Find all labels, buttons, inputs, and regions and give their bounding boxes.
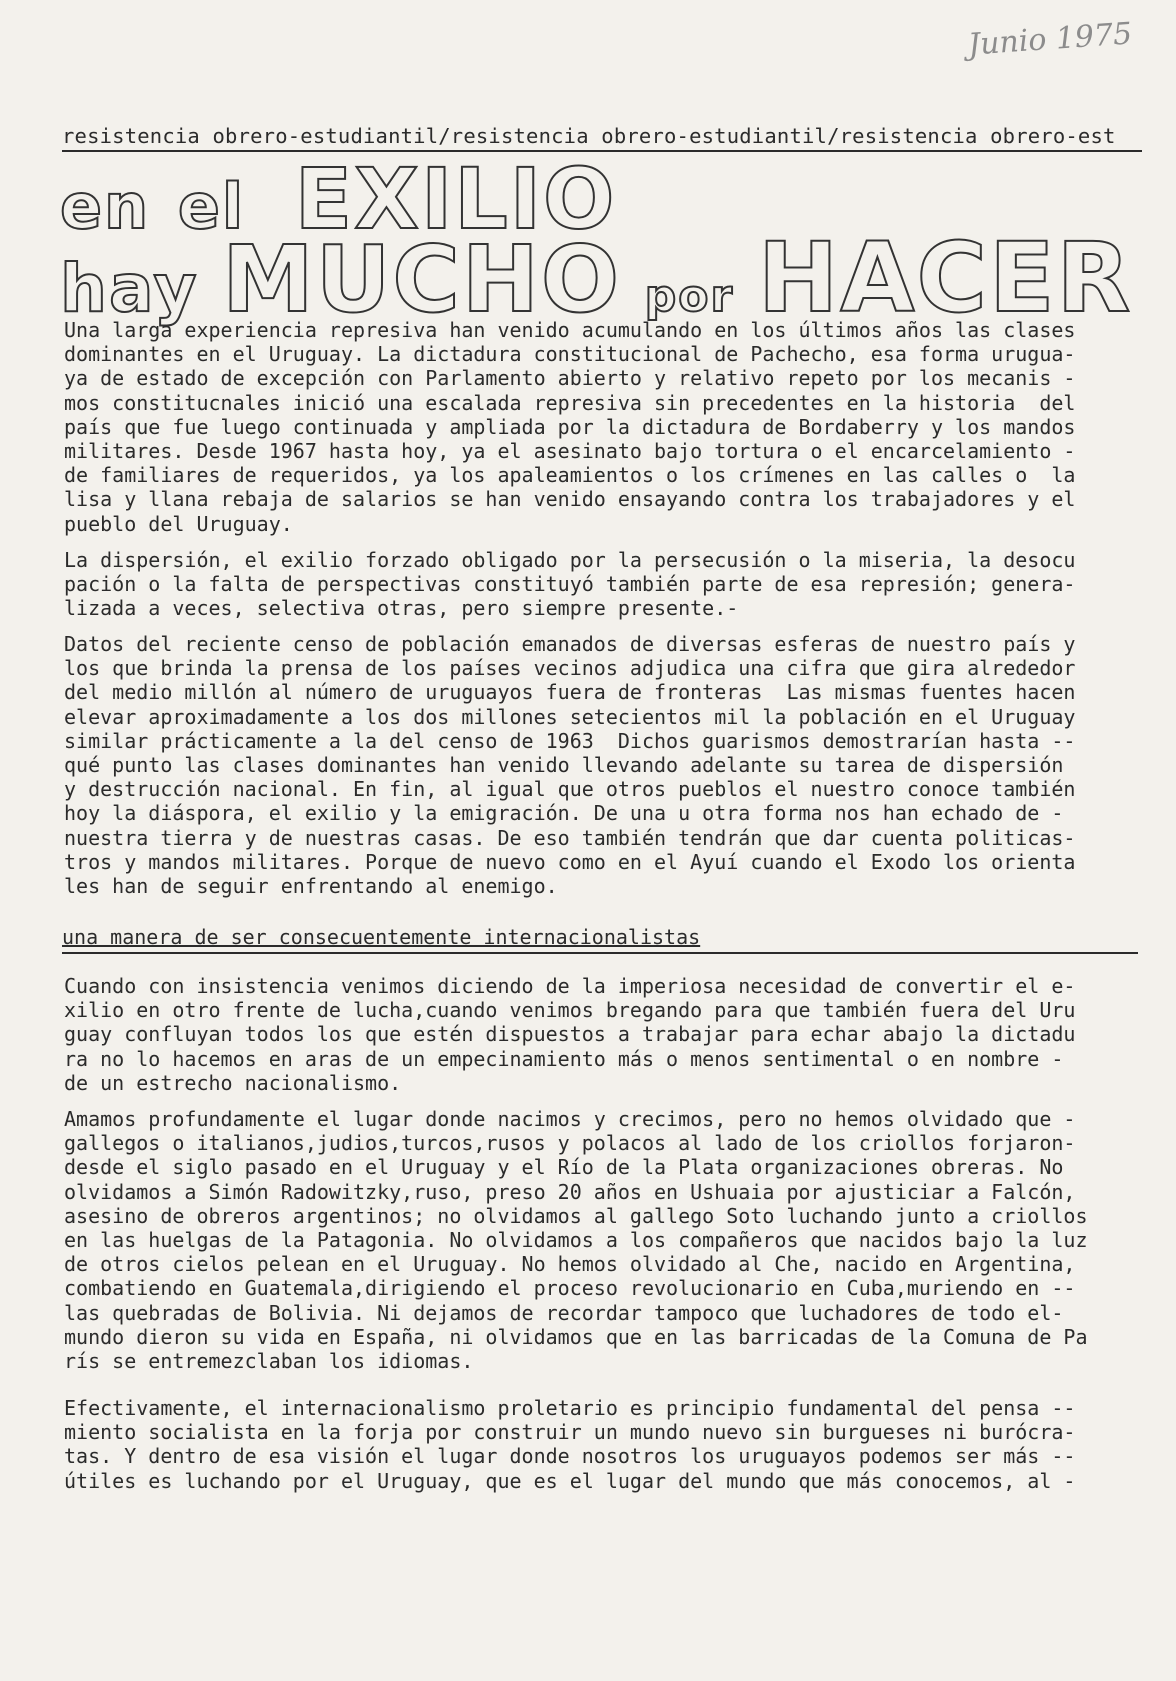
text-line: pación o la falta de perspectivas constituyó también parte de esa represión; genera- xyxy=(64,572,1076,597)
text-line: lisa y llana rebaja de salarios se han venido ensayando contra los trabajadores y el xyxy=(64,487,1076,512)
text-line: gallegos o italianos,judios,turcos,rusos y polacos al lado de los criollos forjaron- xyxy=(64,1131,1076,1156)
text-line: similar prácticamente a la del censo de 1963 Dichos guarismos demostrarían hasta -- xyxy=(64,728,1076,753)
text-line: ya de estado de excepción con Parlamento abierto y relativo repeto por los mecanis - xyxy=(64,366,1076,391)
section-heading-text: una manera de ser consecuentemente internacionalistas xyxy=(62,925,701,949)
handwritten-date: Junio 1975 xyxy=(966,16,1134,63)
title-word: MUCHO xyxy=(222,226,622,333)
text-line: rís se entremezclaban los idiomas. xyxy=(64,1349,474,1374)
text-line: nuestra tierra y de nuestras casas. De eso también tendrán que dar cuenta politicas- xyxy=(64,825,1076,850)
paragraph-5 xyxy=(64,1107,1144,1373)
text-line: guay confluyan todos los que estén dispuestos a trabajar para echar abajo la dictadu xyxy=(64,1022,1076,1047)
text-line: mos constitucnales inició una escalada represiva sin precedentes en la historia del xyxy=(64,390,1076,415)
text-line: Amamos profundamente el lugar donde nacimos y crecimos, pero no hemos olvidado que - xyxy=(64,1107,1076,1131)
title-word: hay xyxy=(60,250,199,327)
text-line: de un estrecho nacionalismo. xyxy=(64,1070,402,1095)
text-line: miento socialista en la forja por construir un mundo nuevo sin burgueses ni burócra- xyxy=(64,1420,1076,1445)
text-line: Efectivamente, el internacionalismo proletario es principio fundamental del pensa -- xyxy=(64,1396,1076,1420)
text-line: útiles es luchando por el Uruguay, que es el lugar del mundo que más conocemos, al - xyxy=(64,1468,1076,1493)
text-line: de otros cielos pelean en el Uruguay. No hemos olvidado al Che, nacido en Argentina, xyxy=(64,1252,1076,1277)
text-line: elevar aproximadamente a los dos millones setecientos mil la población en el Uruguay xyxy=(64,704,1076,729)
text-line: La dispersión, el exilio forzado obligado por la persecusión o la miseria, la desocu xyxy=(64,548,1076,572)
text-line: dominantes en el Uruguay. La dictadura constitucional de Pachecho, esa forma urugua- xyxy=(64,342,1076,367)
text-line: Datos del reciente censo de población emanados de diversas esferas de nuestro país y xyxy=(64,632,1076,656)
text-line: las quebradas de Bolivia. Ni dejamos de recordar tampoco que luchadores de todo el- xyxy=(64,1300,1064,1325)
text-line: les han de seguir enfrentando al enemigo. xyxy=(64,874,558,899)
text-line: combatiendo en Guatemala,dirigiendo el proceso revolucionario en Cuba,muriendo en -- xyxy=(64,1276,1076,1301)
paragraph-4 xyxy=(64,974,1144,1095)
header-banner: resistencia obrero-estudiantil/resistencia obrero-estudiantil/resistencia obrero-est xyxy=(62,124,1142,152)
title-word: el xyxy=(177,170,246,243)
text-line: militares. Desde 1967 hasta hoy, ya el asesinato bajo tortura o el encarcelamiento - xyxy=(64,439,1076,464)
text-line: del medio millón al número de uruguayos fuera de fronteras Las mismas fuentes hacen xyxy=(64,680,1076,705)
section-heading xyxy=(62,925,1138,954)
paragraph-6 xyxy=(64,1396,1144,1493)
text-line: tros y mandos militares. Porque de nuevo como en el Ayuí cuando el Exodo los orienta xyxy=(64,849,1076,874)
text-line: desde el siglo pasado en el Uruguay y el Río de la Plata organizaciones obreras. No xyxy=(64,1155,1064,1180)
title-word: en xyxy=(60,170,151,243)
text-line: pueblo del Uruguay. xyxy=(64,511,293,536)
title-word: por xyxy=(644,271,735,322)
text-line: asesino de obreros argentinos; no olvidamos al gallego Soto luchando junto a criollos xyxy=(64,1203,1088,1228)
title-word: EXILIO xyxy=(294,150,617,248)
text-line: mundo dieron su vida en España, ni olvidamos que en las barricadas de la Comuna de Pa xyxy=(64,1324,1088,1349)
text-line: país que fue luego continuada y ampliada por la dictadura de Bordaberry y los mandos xyxy=(64,414,1076,439)
paragraph-2 xyxy=(64,548,1144,621)
text-line: hoy la diáspora, el exilio y la emigración. De una u otra forma nos han echado de - xyxy=(64,801,1064,826)
text-line: Cuando con insistencia venimos diciendo de la imperiosa necesidad de convertir el e- xyxy=(64,974,1076,998)
text-line: tas. Y dentro de esa visión el lugar donde nosotros los uruguayos podemos ser más -- xyxy=(64,1444,1076,1469)
text-line: Una larga experiencia represiva han venido acumulando en los últimos años las clases xyxy=(64,318,1076,342)
text-line: los que brinda la prensa de los países vecinos adjudica una cifra que gira alrededor xyxy=(64,656,1076,681)
text-line: ra no lo hacemos en aras de un empecinamiento más o menos sentimental o en nombre - xyxy=(64,1046,1064,1071)
paragraph-1 xyxy=(64,318,1144,536)
text-line: olvidamos a Simón Radowitzky,ruso, preso 20 años en Ushuaia por ajusticiar a Falcón, xyxy=(64,1179,1076,1204)
text-line: y destrucción nacional. En fin, al igual que otros pueblos el nuestro conoce también xyxy=(64,777,1076,802)
text-line: de familiares de requeridos, ya los apaleamientos o los crímenes en las calles o la xyxy=(64,463,1076,488)
paragraph-3 xyxy=(64,632,1144,898)
text-line: en las huelgas de la Patagonia. No olvidamos a los compañeros que nacidos bajo la luz xyxy=(64,1228,1088,1253)
title-word: HACER xyxy=(757,222,1133,334)
text-line: xilio en otro frente de lucha,cuando venimos bregando para que también fuera del Uru xyxy=(64,998,1076,1023)
text-line: lizada a veces, selectiva otras, pero siempre presente.- xyxy=(64,596,739,621)
text-line: qué punto las clases dominantes han venido llevando adelante su tarea de dispersión xyxy=(64,753,1064,778)
